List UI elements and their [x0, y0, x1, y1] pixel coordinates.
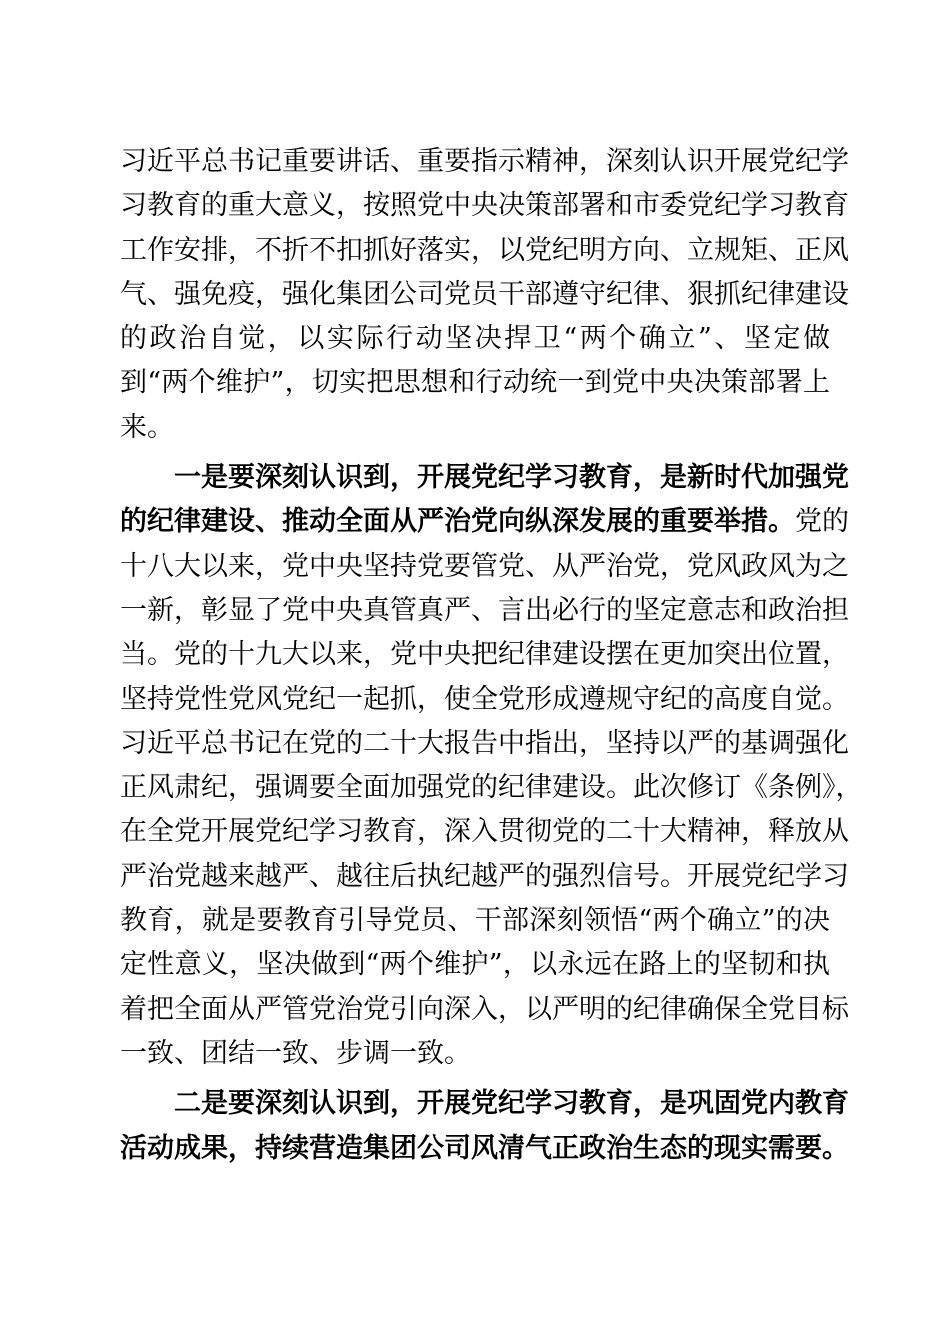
text-line: 当。党的十九大以来，党中央把纪律建设摆在更加突出位置，	[120, 639, 849, 671]
text-line: 正风肃纪，强调要全面加强党的纪律建设。此次修订《条例》，	[120, 772, 863, 804]
text-line: 定性意义，坚决做到“两个维护”，以永远在路上的坚韧和执	[120, 949, 830, 981]
text-line: 教育，就是要教育引导党员、干部深刻领悟“两个确立”的决	[120, 905, 830, 937]
text-line: 习近平总书记在党的二十大报告中指出，坚持以严的基调强化	[120, 727, 849, 759]
paragraph-first-point	[120, 456, 863, 1076]
text-line: 的政治自觉，以实际行动坚决捍卫“两个确立”、坚定做	[120, 323, 830, 355]
text-line: 严治党越来越严、越往后执纪越严的强烈信号。开展党纪学习	[120, 860, 849, 892]
paragraph-intro	[120, 140, 849, 450]
text-line: 到“两个维护”，切实把思想和行动统一到党中央决策部署上	[120, 367, 830, 399]
paragraph-second-point	[120, 1082, 849, 1171]
text-line: 来。	[120, 411, 174, 443]
text-line-bold: 一是要深刻认识到，开展党纪学习教育，是新时代加强党	[174, 462, 849, 494]
text-line: 在全党开展党纪学习教育，深入贯彻党的二十大精神，释放从	[120, 816, 849, 848]
regular-span: 党的	[795, 506, 849, 538]
text-line-bold: 活动成果，持续营造集团公司风清气正政治生态的现实需要。	[120, 1132, 849, 1164]
text-line-mixed	[120, 500, 849, 544]
text-line: 十八大以来，党中央坚持党要管党、从严治党，党风政风为之	[120, 550, 849, 582]
text-line: 坚持党性党风党纪一起抓，使全党形成遵规守纪的高度自觉。	[120, 683, 849, 715]
text-line-bold: 二是要深刻认识到，开展党纪学习教育，是巩固党内教育	[174, 1088, 849, 1120]
text-line: 着把全面从严管党治党引向深入，以严明的纪律确保全党目标	[120, 993, 849, 1025]
text-line: 习教育的重大意义，按照党中央决策部署和市委党纪学习教育	[120, 190, 849, 222]
document-page	[120, 140, 863, 1171]
text-line: 习近平总书记重要讲话、重要指示精神，深刻认识开展党纪学	[120, 146, 849, 177]
text-line: 一致、团结一致、步调一致。	[120, 1037, 471, 1069]
text-line: 气、强免疫，强化集团公司党员干部遵守纪律、狠抓纪律建设	[120, 278, 849, 310]
text-line: 工作安排，不折不扣抓好落实，以党纪明方向、立规矩、正风	[120, 234, 849, 266]
text-line: 一新，彰显了党中央真管真严、言出必行的坚定意志和政治担	[120, 594, 849, 626]
bold-span: 的纪律建设、推动全面从严治党向纵深发展的重要举措。	[120, 506, 795, 538]
